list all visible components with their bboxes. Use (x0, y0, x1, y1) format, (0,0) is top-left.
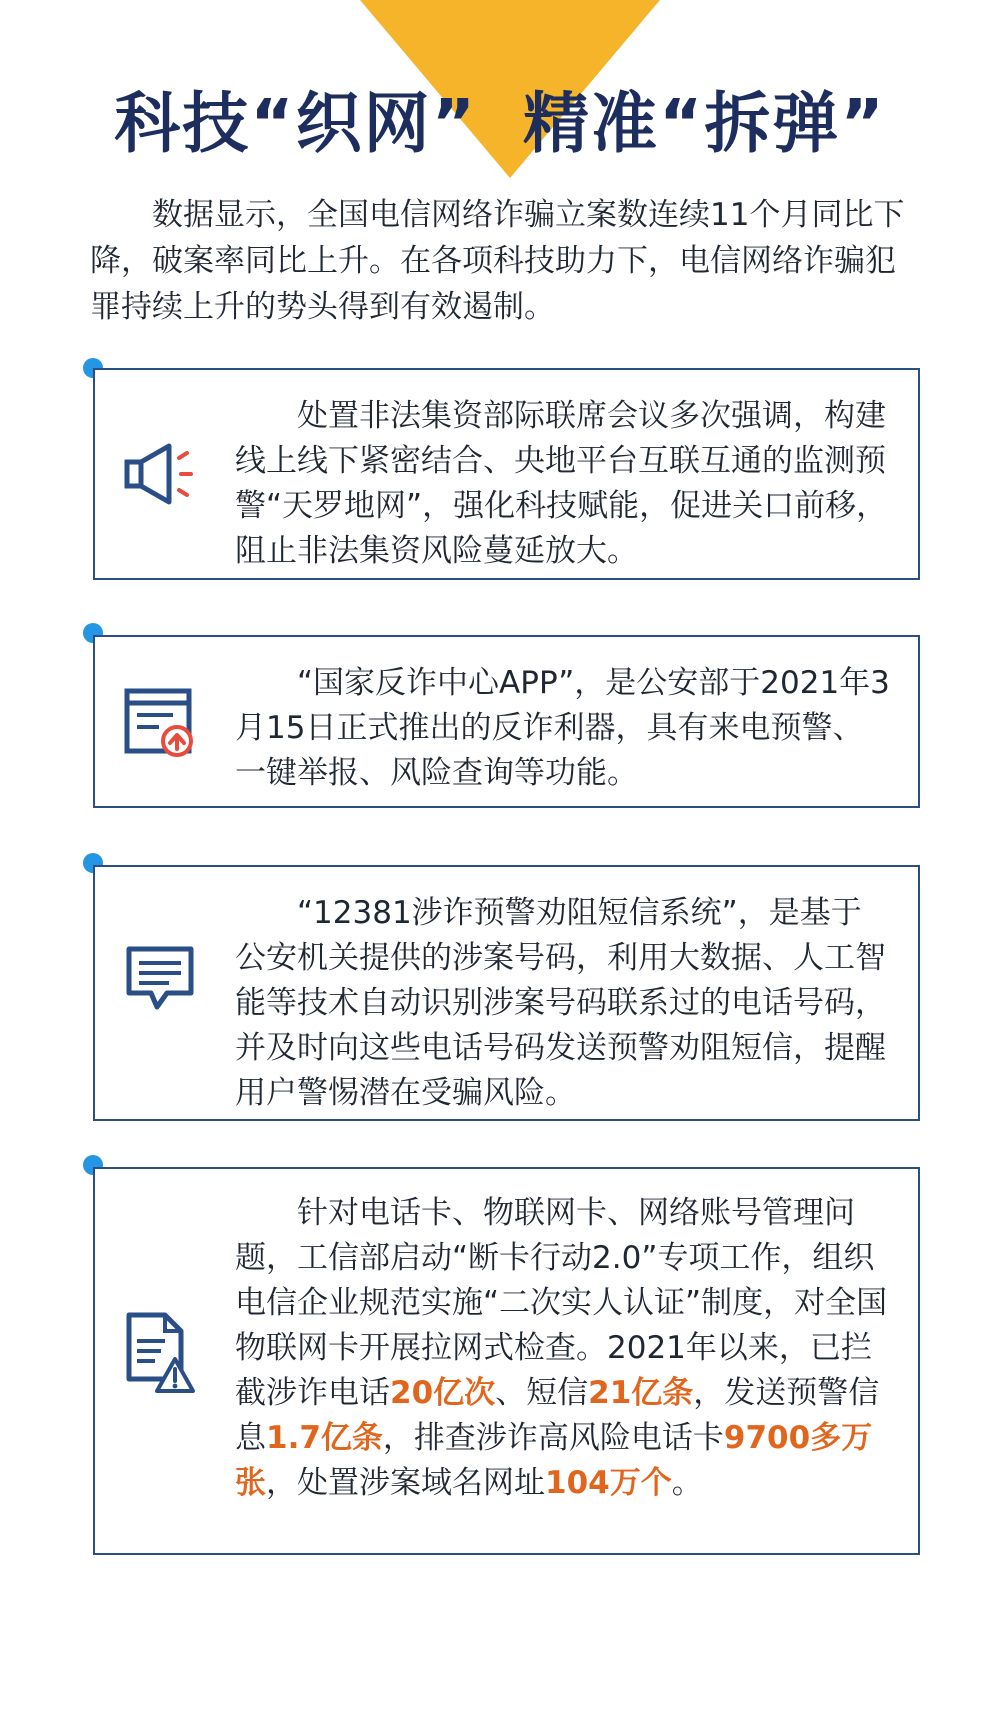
info-card-3 (93, 865, 920, 1121)
text-segment: 、短信 (495, 1375, 589, 1411)
card-2-text: “国家反诈中心APP”，是公安部于2021年3月15日正式推出的反诈利器，具有来电预警、一键举报、风险查询等功能。 (235, 665, 890, 791)
text-segment: ，发送预警信息 (235, 1375, 880, 1456)
title-right: 精准“拆弹” (523, 85, 886, 162)
text-segment: 针对电话卡、物联网卡、网络账号管理问题，工信部启动“断卡行动2.0”专项工作，组织电信企业规范实施“二次实人认证”制度，对全国物联网卡开展拉网式检查。2021年以来，已拦截涉诈电话 (235, 1195, 888, 1411)
highlight-figure: 20亿次 (390, 1375, 496, 1411)
info-card-2 (93, 635, 920, 808)
highlight-figure: 9700多万张 (235, 1420, 873, 1501)
text-segment: ，排查涉诈高风险电话卡 (382, 1420, 724, 1456)
message-bubble-icon (121, 941, 201, 1021)
title-left: 科技“织网” (114, 85, 477, 162)
info-card-1 (93, 368, 920, 580)
card-4-text (235, 1191, 890, 1506)
highlight-figure: 104万个 (545, 1465, 672, 1501)
text-segment: 。 (671, 1465, 703, 1501)
document-warning-icon (121, 1309, 201, 1399)
highlight-figure: 1.7亿条 (266, 1420, 383, 1456)
intro-paragraph: 数据显示，全国电信网络诈骗立案数连续11个月同比下降，破案率同比上升。在各项科技助力下，电信网络诈骗犯罪持续上升的势头得到有效遏制。 (90, 197, 905, 325)
megaphone-icon (121, 440, 201, 510)
card-3-text: “12381涉诈预警劝阻短信系统”，是基于公安机关提供的涉案号码，利用大数据、人工智能等技术自动识别涉案号码联系过的电话号码，并及时向这些电话号码发送预警劝阻短信，提醒用户警惕潜在受骗风险。 (235, 895, 886, 1111)
app-window-icon (121, 685, 201, 765)
page-title (0, 70, 1000, 165)
card-1-text: 处置非法集资部际联席会议多次强调，构建线上线下紧密结合、央地平台互联互通的监测预警“天罗地网”，强化科技赋能，促进关口前移，阻止非法集资风险蔓延放大。 (235, 398, 888, 569)
text-segment: ，处置涉案域名网址 (266, 1465, 545, 1501)
highlight-figure: 21亿条 (588, 1375, 694, 1411)
info-card-4 (93, 1167, 920, 1555)
